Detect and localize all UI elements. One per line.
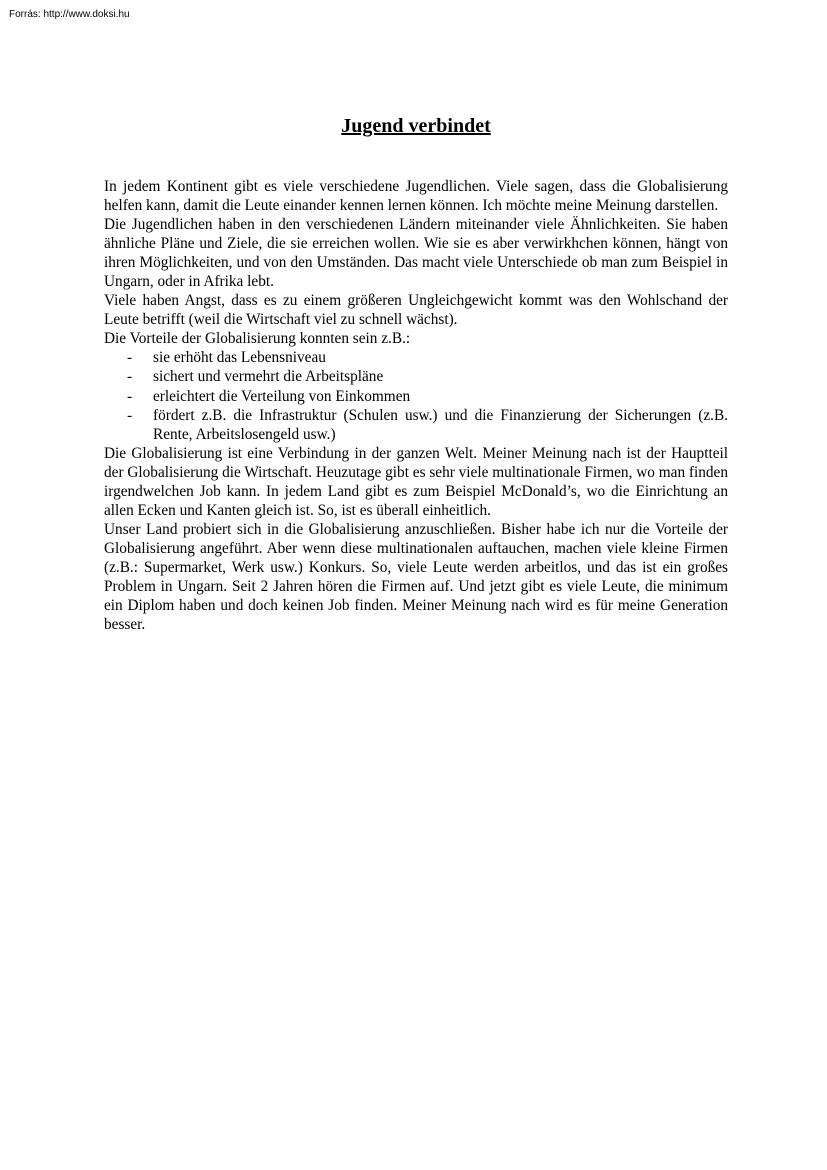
document-title: Jugend verbindet [341, 115, 491, 137]
list-item [104, 406, 728, 444]
list-dash: - [127, 387, 133, 405]
list-item [104, 387, 728, 406]
paragraph-fear: Viele haben Angst, dass es zu einem größeren Ungleichgewicht kommt was den Wohlschand der Leute betrifft (weil die Wirtschaft viel zu schnell wächst). [104, 292, 728, 329]
paragraph-similarities: Die Jugendlichen haben in den verschiedenen Ländern miteinander viele Ähnlichkeiten. Sie haben ähnliche Pläne und Ziele, die sie erreichen wollen. Wie sie es aber verwirkhchen können, hängt von ihren Möglichkeiten, und von den Umständen. Das macht viele Unterschiede ob man zum Beispiel in Ungarn, oder in Afrika lebt. [104, 216, 728, 291]
list-item-text: sie erhöht das Lebensniveau [153, 349, 326, 367]
paragraph-advantages-intro: Die Vorteile der Globalisierung konnten sein z.B.: [104, 330, 411, 348]
paragraph-our-country: Unser Land probiert sich in die Globalisierung anzuschließen. Bisher habe ich nur die Vorteile der Globalisierung angeführt. Aber wenn diese multinationalen auftauchen, machen viele kleine Firmen (z.B.: Supermarket, Werk usw.) Konkurs. So, viele Leute werden arbeitlos, und das ist ein großes Problem in Ungarn. Seit 2 Jahren hören die Firmen auf. Und jetzt gibt es viele Leute, die minimum ein Diplom haben und doch keinen Job finden. Meiner Meinung nach wird es für meine Generation besser. [104, 520, 728, 634]
source-label: Forrás: http://www.doksi.hu [9, 9, 130, 20]
advantages-list [104, 348, 728, 443]
list-dash: - [127, 406, 133, 424]
list-item [104, 367, 728, 386]
list-item-text: sichert und vermehrt die Arbeitspläne [153, 368, 384, 386]
document-body [104, 177, 728, 634]
paragraph-world-connection: Die Globalisierung ist eine Verbindung in der ganzen Welt. Meiner Meinung nach ist der Hauptteil der Globalisierung die Wirtschaft. Heuzutage gibt es sehr viele multinationale Firmen, wo man finden irgendwelchen Job kann. In jedem Land gibt es zum Beispiel McDonald’s, wo die Einrichtung an allen Ecken und Kanten gleich ist. So, ist es überall einheitlich. [104, 444, 728, 519]
list-dash: - [127, 368, 133, 386]
paragraph-intro: In jedem Kontinent gibt es viele verschiedene Jugendlichen. Viele sagen, dass die Globalisierung helfen kann, damit die Leute einander kennen lernen können. Ich möchte meine Meinung darstellen. [104, 178, 728, 215]
list-dash: - [127, 349, 133, 367]
list-item-text: fördert z.B. die Infrastruktur (Schulen usw.) und die Finanzierung der Sicherungen (z.B. Rente, Arbeitslosengeld usw.) [153, 406, 728, 443]
list-item [104, 348, 728, 367]
list-item-text: erleichtert die Verteilung von Einkommen [153, 387, 411, 405]
